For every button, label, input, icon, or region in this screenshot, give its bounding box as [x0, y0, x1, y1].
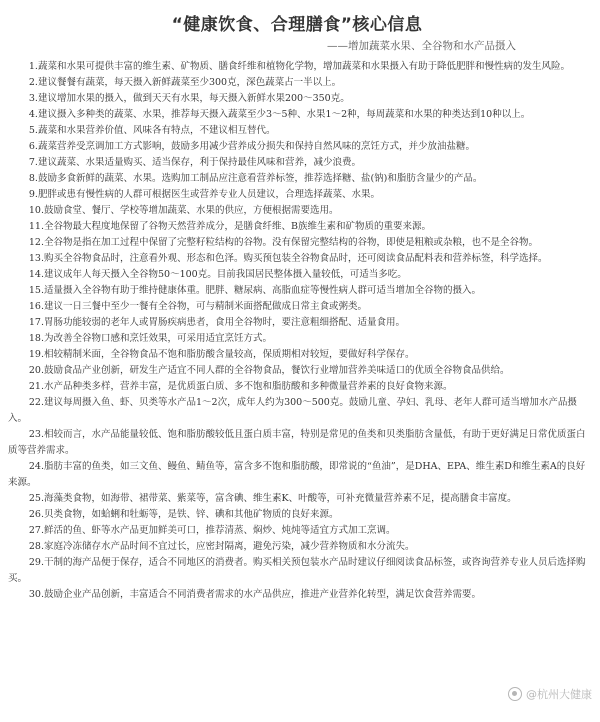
list-item: 9.肥胖或患有慢性病的人群可根据医生或营养专业人员建议，合理选择蔬菜、水果。 [28, 189, 380, 200]
list-item: 30.鼓励企业产品创新，丰富适合不同消费者需求的水产品供应，推进产业营养化转型，满足饮食营养需要。 [28, 589, 482, 600]
list-item: 29.干制的海产品便于保存，适合不同地区的消费者。购买相关预包装水产品时建议仔细阅读食品标签，或咨询营养专业人员后选择购买。 [8, 557, 586, 584]
list-item: 25.海藻类食物，如海带、裙带菜、紫菜等，富含碘、维生素K、叶酸等，可补充微量营养素不足，提高膳食丰富度。 [28, 493, 517, 504]
watermark-logo-icon [508, 687, 522, 701]
list-item: 11.全谷物最大程度地保留了谷物天然营养成分，是膳食纤维、B族维生素和矿物质的重要来源。 [28, 221, 431, 232]
list-item: 1.蔬菜和水果可提供丰富的维生素、矿物质、膳食纤维和植物化学物，增加蔬菜和水果摄入有助于降低肥胖和慢性病的发生风险。 [28, 61, 570, 72]
document-subtitle: ——增加蔬菜水果、全谷物和水产品摄入 [327, 40, 516, 52]
list-item: 12.全谷物是指在加工过程中保留了完整籽粒结构的谷物。没有保留完整结构的谷物，即使是粗粮或杂粮，也不是全谷物。 [28, 237, 539, 248]
list-item: 28.家庭冷冻储存水产品时间不宜过长，应密封隔离，避免污染，减少营养物质和水分流失。 [28, 541, 415, 552]
list-item: 5.蔬菜和水果营养价值、风味各有特点，不建议相互替代。 [28, 125, 276, 136]
list-item: 2.建议餐餐有蔬菜，每天摄入新鲜蔬菜至少300克，深色蔬菜占一半以上。 [28, 77, 342, 88]
list-item: 15.适量摄入全谷物有助于维持健康体重。肥胖、糖尿病、高脂血症等慢性病人群可适当增加全谷物的摄入。 [28, 285, 482, 296]
list-item: 24.脂肪丰富的鱼类，如三文鱼、鳗鱼、鲭鱼等，富含多不饱和脂肪酸，即常说的“鱼油”，是DHA、EPA、维生素D和维生素A的良好来源。 [8, 461, 586, 488]
list-item: 10.鼓励食堂、餐厅、学校等增加蔬菜、水果的供应，方便根据需要选用。 [28, 205, 339, 216]
list-item: 16.建议一日三餐中至少一餐有全谷物，可与精制米面搭配做成日常主食或粥类。 [28, 301, 367, 312]
list-item: 23.相较而言，水产品能量较低、饱和脂肪酸较低且蛋白质丰富，特别是常见的鱼类和贝类脂肪含量低，有助于更好满足日常优质蛋白质等营养需求。 [8, 429, 586, 456]
list-item: 13.购买全谷物食品时，注意看外观、形态和色泽。购买预包装全谷物食品时，还可阅读食品配料表和营养标签，科学选择。 [28, 253, 548, 264]
list-item: 22.建议每周摄入鱼、虾、贝类等水产品1～2次，成年人约为300～500克。鼓励儿童、孕妇、乳母、老年人群可适当增加水产品摄入。 [8, 397, 577, 424]
list-item: 17.胃肠功能较弱的老年人或胃肠疾病患者，食用全谷物时，要注意粗细搭配、适量食用。 [28, 317, 405, 328]
core-info-list [8, 59, 586, 603]
list-item: 21.水产品种类多样，营养丰富，是优质蛋白质、多不饱和脂肪酸和多种微量营养素的良好食物来源。 [28, 381, 453, 392]
list-item: 6.蔬菜营养受烹调加工方式影响，鼓励多用减少营养成分损失和保持自然风味的烹饪方式，并少放油盐糖。 [28, 141, 475, 152]
list-item: 19.相较精制米面，全谷物食品不饱和脂肪酸含量较高，保质期相对较短，要做好科学保存。 [28, 349, 415, 360]
list-item: 7.建议蔬菜、水果适量购买、适当保存，利于保持最佳风味和营养，减少浪费。 [28, 157, 361, 168]
document-title: “健康饮食、合理膳食”核心信息 [171, 15, 423, 35]
watermark-text: @杭州大健康 [526, 688, 592, 701]
list-item: 26.贝类食物，如蛤蜊和牡蛎等，是铁、锌、碘和其他矿物质的良好来源。 [28, 509, 339, 520]
list-item: 20.鼓励食品产业创新，研发生产适宜不同人群的全谷物食品，餐饮行业增加营养美味适口的优质全谷物食品供给。 [28, 365, 510, 376]
list-item: 27.鲜活的鱼、虾等水产品更加鲜美可口，推荐清蒸、焖炒、炖炖等适宜方式加工烹调。 [28, 525, 396, 536]
list-item: 4.建议摄入多种类的蔬菜、水果，推荐每天摄入蔬菜至少3～5种、水果1～2种，每周蔬菜和水果的种类达到10种以上。 [28, 109, 531, 120]
list-item: 18.为改善全谷物口感和烹饪效果，可采用适宜烹饪方式。 [28, 333, 272, 344]
list-item: 3.建议增加水果的摄入，做到天天有水果，每天摄入新鲜水果200～350克。 [28, 93, 350, 104]
watermark [508, 686, 592, 702]
list-item: 14.建议成年人每天摄入全谷物50～100克。目前我国居民整体摄入量较低，可适当多吃。 [28, 269, 407, 280]
list-item: 8.鼓励多食新鲜的蔬菜、水果。选购加工制品应注意看营养标签，推荐选择糖、盐(钠)和脂肪含量少的产品。 [28, 173, 483, 184]
